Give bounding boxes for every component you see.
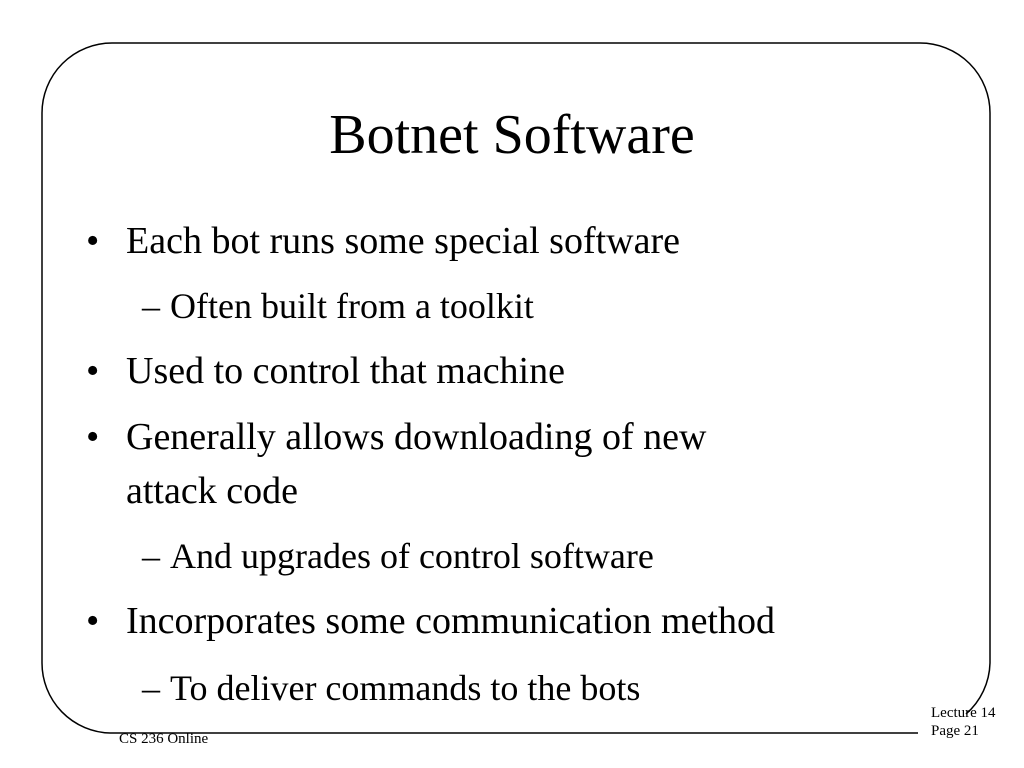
bullet-marker: •: [86, 220, 100, 262]
footer-page-info: [931, 704, 996, 740]
bullet-marker: •: [86, 350, 100, 392]
sub-bullet-marker: –: [142, 668, 160, 708]
bullet-text: Used to control that machine: [126, 350, 565, 392]
bullet-marker: •: [86, 416, 100, 458]
bullet-text: Generally allows downloading of new: [126, 416, 707, 458]
footer-course: CS 236 Online: [119, 731, 209, 747]
sub-bullet-marker: –: [142, 286, 160, 326]
footer-page-number: Page 21: [931, 723, 979, 739]
bullet-text: Incorporates some communication method: [126, 600, 775, 642]
sub-bullet-text: Often built from a toolkit: [170, 286, 534, 326]
slide-title: Botnet Software: [329, 104, 695, 166]
bullet-text: attack code: [126, 470, 298, 512]
bullet-marker: •: [86, 600, 100, 642]
footer-lecture: Lecture 14: [931, 705, 996, 721]
sub-bullet-marker: –: [142, 536, 160, 576]
sub-bullet-text: To deliver commands to the bots: [170, 668, 641, 708]
sub-bullet-text: And upgrades of control software: [170, 536, 654, 576]
bullet-text: Each bot runs some special software: [126, 220, 680, 262]
